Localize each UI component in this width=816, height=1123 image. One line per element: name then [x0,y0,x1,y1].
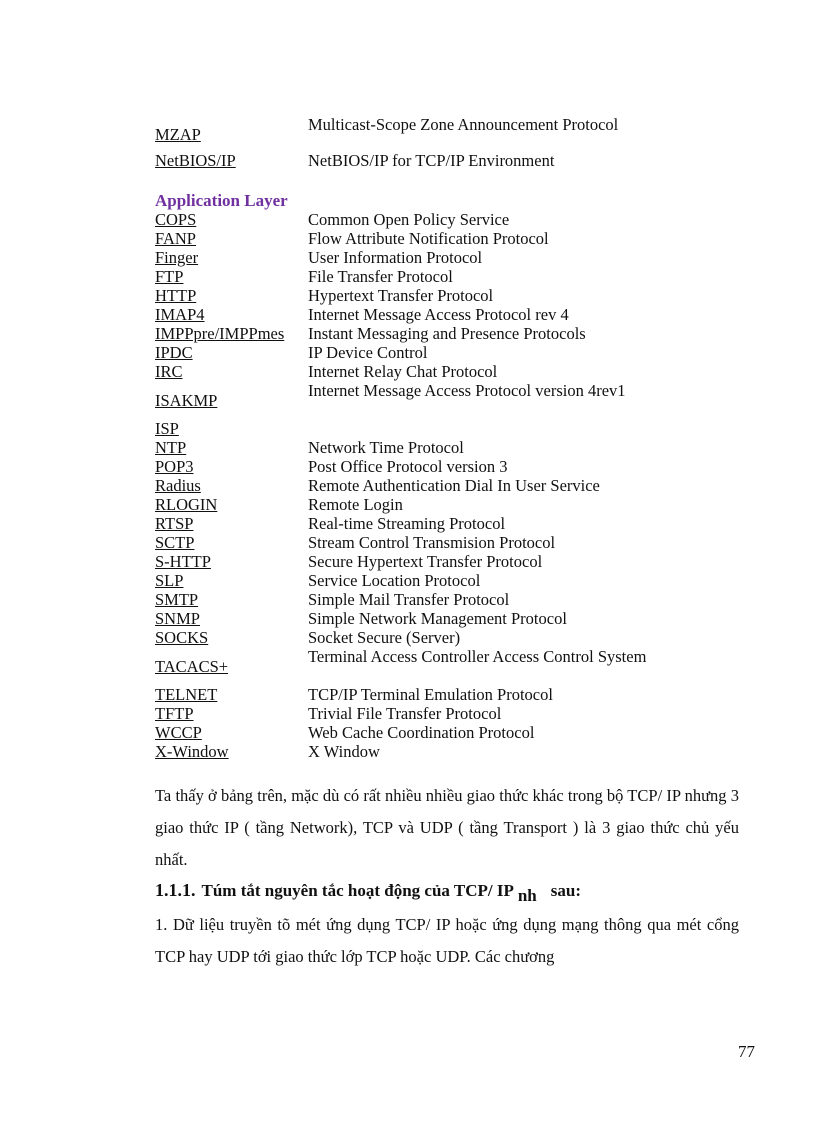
protocol-abbr: SMTP [155,590,199,609]
protocol-abbr: HTTP [155,286,197,305]
section-subheading [155,880,581,905]
protocol-desc: Instant Messaging and Presence Protocols [308,324,586,343]
protocol-desc: Remote Authentication Dial In User Service [308,476,600,495]
table-row [155,116,655,156]
protocol-abbr: SCTP [155,533,195,552]
table-row [155,268,655,287]
protocol-abbr: SLP [155,571,184,590]
table-row [155,477,655,496]
table-row [155,287,655,306]
section-number: 1.1.1. [155,880,196,900]
table-row [155,211,655,230]
table-row [155,686,655,705]
paragraph: Ta thấy ở bảng trên, mặc dù có rất nhiều nhiều giao thức khác trong bộ TCP/ IP nhưng 3 giao thức IP ( tầng Network), TCP và UDP ( tầng Transport ) là 3 giao thức chủ yếu nhất. [155,786,739,869]
protocol-desc: Terminal Access Controller Access Control System [308,647,647,666]
protocol-abbr: RTSP [155,514,194,533]
table-row [155,629,655,648]
protocol-desc: Multicast-Scope Zone Announcement Protocol [308,115,619,134]
table-row [155,439,655,458]
protocol-desc: Stream Control Transmision Protocol [308,533,556,552]
protocol-desc: Service Location Protocol [308,571,481,590]
subheading-end: sau: [550,881,581,900]
protocol-desc: Remote Login [308,495,403,514]
table-row [155,648,655,686]
table-row [155,344,655,363]
table-row [155,363,655,382]
protocol-desc: Socket Secure (Server) [308,628,461,647]
table-row [155,572,655,591]
protocol-abbr: X-Window [155,742,229,761]
protocol-desc: Common Open Policy Service [308,210,510,229]
protocol-abbr: Radius [155,476,201,495]
protocol-desc: Simple Network Management Protocol [308,609,567,628]
protocol-desc: Internet Relay Chat Protocol [308,362,498,381]
protocol-desc: Post Office Protocol version 3 [308,457,508,476]
protocol-desc: Trivial File Transfer Protocol [308,704,502,723]
table-row [155,534,655,553]
protocol-desc: IP Device Control [308,343,428,362]
protocol-abbr: COPS [155,210,197,229]
table-row [155,249,655,268]
protocol-abbr: IMAP4 [155,305,205,324]
protocol-desc: Secure Hypertext Transfer Protocol [308,552,543,571]
protocol-desc: Web Cache Coordination Protocol [308,723,535,742]
protocol-desc: TCP/IP Terminal Emulation Protocol [308,685,553,704]
protocol-desc: NetBIOS/IP for TCP/IP Environment [308,151,555,170]
table-row [155,743,655,762]
application-protocol-table [155,211,655,762]
protocol-abbr: SOCKS [155,628,209,647]
protocol-desc: Real-time Streaming Protocol [308,514,506,533]
table-row [155,515,655,534]
protocol-abbr: RLOGIN [155,495,218,514]
protocol-abbr: S-HTTP [155,552,211,571]
section-heading: Application Layer [155,191,288,210]
table-row [155,553,655,572]
table-row [155,724,655,743]
page-number: 77 [738,1042,755,1061]
table-row [155,420,655,439]
table-row [155,306,655,325]
paragraph: 1. Dữ liệu truyền tõ mét ứng dụng TCP/ IP hoặc ứng dụng mạng thông qua mét cổng TCP hay UDP tới giao thức lớp TCP hoặc UDP. Các chương [155,915,739,966]
protocol-abbr: SNMP [155,609,200,628]
protocol-abbr: Finger [155,248,199,267]
protocol-abbr: TACACS+ [155,657,229,676]
table-row [155,325,655,344]
protocol-abbr: ISAKMP [155,391,218,410]
subheading-fragment: nh [517,886,537,905]
protocol-abbr: IPDC [155,343,193,362]
protocol-desc: Network Time Protocol [308,438,464,457]
protocol-desc: User Information Protocol [308,248,483,267]
protocol-abbr: ISP [155,419,179,438]
protocol-abbr: TELNET [155,685,218,704]
protocol-desc: Internet Message Access Protocol rev 4 [308,305,569,324]
protocol-abbr: TFTP [155,704,194,723]
table-row [155,705,655,724]
table-row [155,496,655,515]
protocol-abbr: IRC [155,362,183,381]
protocol-abbr: NTP [155,438,187,457]
table-row [155,458,655,477]
protocol-desc: Internet Message Access Protocol version 4rev1 [308,381,626,400]
protocol-desc: Simple Mail Transfer Protocol [308,590,510,609]
protocol-desc: X Window [308,742,380,761]
protocol-desc: File Transfer Protocol [308,267,453,286]
protocol-abbr: MZAP [155,125,201,144]
table-row [155,230,655,249]
protocol-desc: Hypertext Transfer Protocol [308,286,494,305]
table-row [155,382,655,420]
protocol-abbr: FANP [155,229,196,248]
protocol-abbr: NetBIOS/IP [155,151,236,170]
table-row [155,591,655,610]
subheading-text: Túm tắt nguyên tắc hoạt động của TCP/ IP [201,881,514,900]
protocol-desc: Flow Attribute Notification Protocol [308,229,549,248]
table-row [155,152,655,171]
protocol-abbr: POP3 [155,457,194,476]
network-protocol-table [155,116,655,171]
table-row [155,610,655,629]
protocol-abbr: IMPPpre/IMPPmes [155,324,285,343]
protocol-abbr: WCCP [155,723,202,742]
protocol-abbr: FTP [155,267,184,286]
